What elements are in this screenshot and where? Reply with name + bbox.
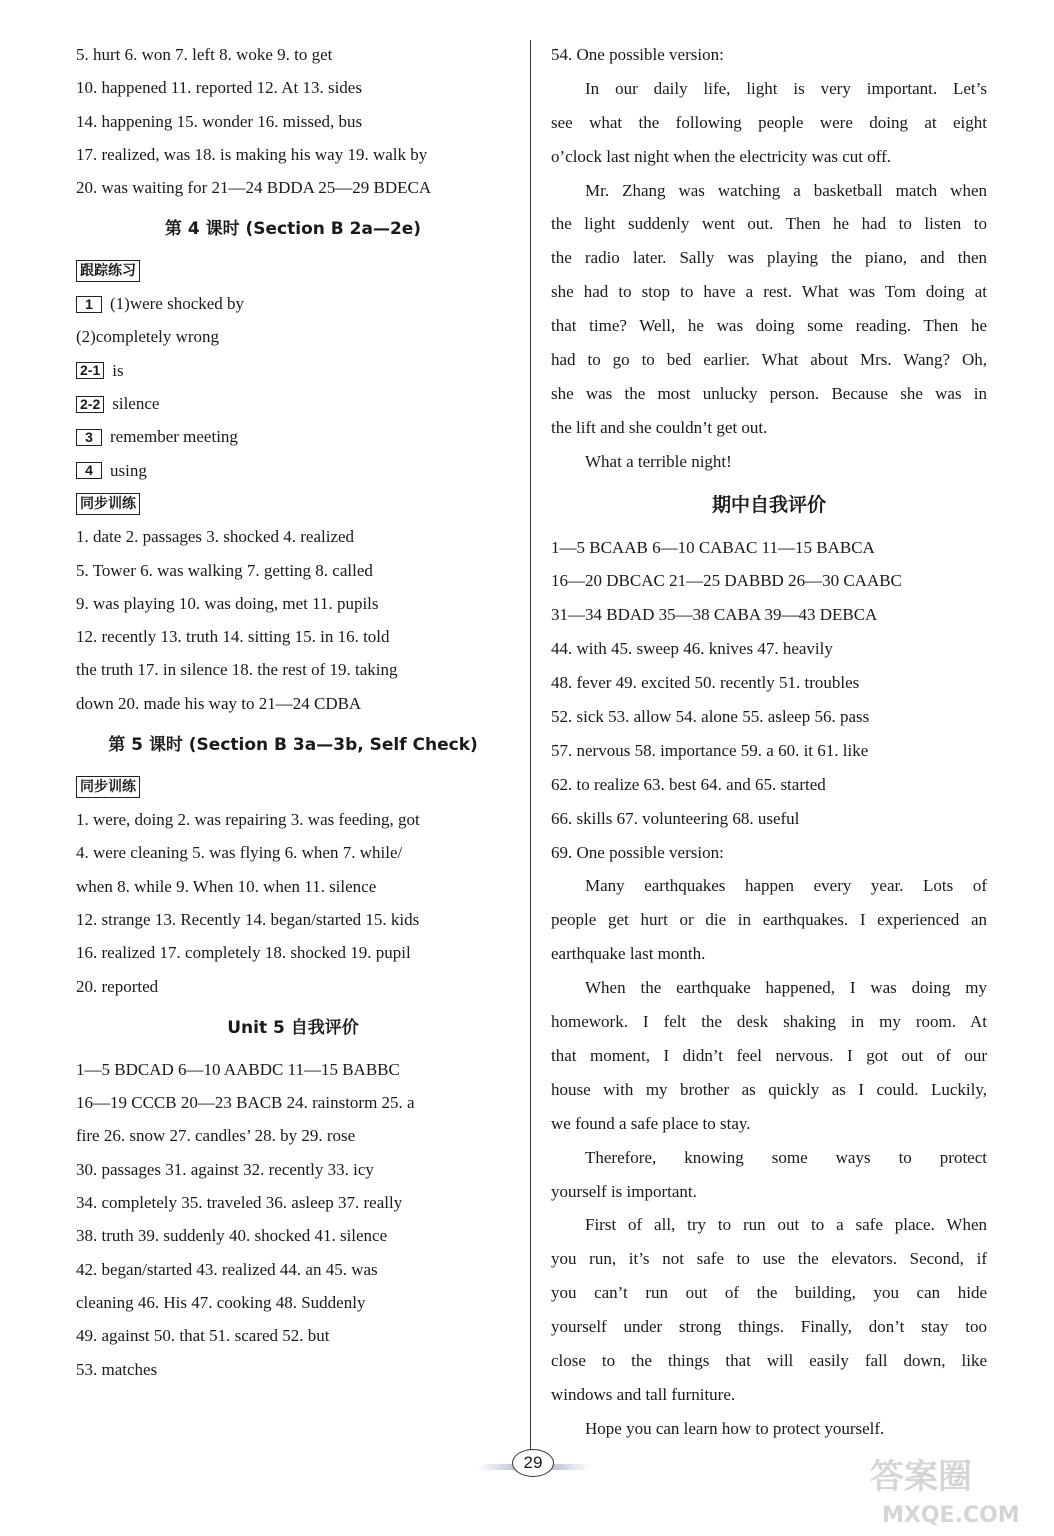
essay-line: had to go to bed earlier. What about Mrs. Wang? Oh, xyxy=(551,350,987,370)
tracking-item xyxy=(76,321,510,354)
tracking-item xyxy=(76,421,510,454)
answer-line: 62. to realize 63. best 64. and 65. started xyxy=(551,774,826,794)
watermark-logo xyxy=(860,1450,1040,1530)
section-heading-unit-5: Unit 5 自我评价 xyxy=(227,1017,359,1038)
answer-line: 52. sick 53. allow 54. alone 55. asleep 56. pass xyxy=(551,707,870,727)
watermark-icon xyxy=(860,1450,1040,1530)
item-number-box: 1 xyxy=(76,296,102,313)
answer-line: 48. fever 49. excited 50. recently 51. troubles xyxy=(551,673,860,693)
midterm-answers xyxy=(551,531,987,836)
answer-line: 1. were, doing 2. was repairing 3. was feeding, got xyxy=(76,810,420,830)
answer-line: 53. matches xyxy=(76,1359,158,1379)
essay-line: What a terrible night! xyxy=(585,451,732,471)
essay-line: that time? Well, he was doing some reading. Then he xyxy=(551,316,987,336)
answers-block-1 xyxy=(76,38,510,204)
essay-line: house with my brother as quickly as I could. Luckily, xyxy=(551,1079,987,1099)
answer-line: 42. began/started 43. realized 44. an 45. was xyxy=(76,1259,378,1279)
essay-line: you run, it’s not safe to use the elevators. Second, if xyxy=(551,1249,987,1269)
tracking-answer-text: is xyxy=(112,360,124,380)
tracking-practice-label: 跟踪练习 xyxy=(76,260,140,282)
answer-line: 14. happening 15. wonder 16. missed, bus xyxy=(76,111,363,131)
svg-text:MXQE.COM: MXQE.COM xyxy=(882,1503,1020,1528)
answer-line: 57. nervous 58. importance 59. a 60. it 61. like xyxy=(551,740,869,760)
essay-line: yourself is important. xyxy=(551,1181,697,1201)
essay-line: Mr. Zhang was watching a basketball match when xyxy=(585,180,987,200)
item-number-box: 4 xyxy=(76,462,102,479)
tracking-item xyxy=(76,454,510,487)
answer-line: when 8. while 9. When 10. when 11. silence xyxy=(76,876,377,896)
answer-line: fire 26. snow 27. candles’ 28. by 29. rose xyxy=(76,1126,356,1146)
essay-line: the lift and she couldn’t get out. xyxy=(551,417,768,437)
answer-line: 31—34 BDAD 35—38 CABA 39—43 DEBCA xyxy=(551,605,878,625)
question-54-heading: 54. One possible version: xyxy=(551,45,724,64)
tracking-answer-text: silence xyxy=(112,394,160,414)
essay-line: First of all, try to run out to a safe place. When xyxy=(585,1215,987,1235)
svg-text:答案圈: 答案圈 xyxy=(870,1457,972,1497)
tracking-answer-text: (1)were shocked by xyxy=(110,294,245,314)
item-number-box: 2-1 xyxy=(76,362,104,379)
question-69-essay xyxy=(551,869,987,1445)
essay-line: that moment, I didn’t feel nervous. I got out of our xyxy=(551,1045,987,1065)
answer-line: 4. were cleaning 5. was flying 6. when 7. while/ xyxy=(76,843,403,863)
answer-line: 12. strange 13. Recently 14. began/started 15. kids xyxy=(76,909,420,929)
page-number-badge xyxy=(478,1448,586,1480)
essay-line: When the earthquake happened, I was doing my xyxy=(585,978,987,998)
answer-line: the truth 17. in silence 18. the rest of 19. taking xyxy=(76,660,398,680)
essay-line: see what the following people were doing at eight xyxy=(551,112,987,132)
essay-line: the radio later. Sally was playing the piano, and then xyxy=(551,248,987,268)
answer-line: 16—20 DBCAC 21—25 DABBD 26—30 CAABC xyxy=(551,571,902,591)
answer-line: 1. date 2. passages 3. shocked 4. realized xyxy=(76,527,355,547)
essay-line: yourself under strong things. Finally, don’t stay too xyxy=(551,1317,987,1337)
answer-line: 16. realized 17. completely 18. shocked 19. pupil xyxy=(76,943,411,963)
section-heading-lesson-5: 第 5 课时 (Section B 3a—3b, Self Check) xyxy=(108,735,478,756)
question-54-essay xyxy=(551,72,987,479)
answer-line: 5. Tower 6. was walking 7. getting 8. called xyxy=(76,560,373,580)
tracking-item xyxy=(76,387,510,420)
tracking-answer-text: remember meeting xyxy=(110,427,238,447)
essay-line: homework. I felt the desk shaking in my room. At xyxy=(551,1012,987,1032)
answer-line: 34. completely 35. traveled 36. asleep 37. really xyxy=(76,1193,403,1213)
answer-line: 1—5 BDCAD 6—10 AABDC 11—15 BABBC xyxy=(76,1059,400,1079)
answer-line: cleaning 46. His 47. cooking 48. Suddenly xyxy=(76,1292,366,1312)
answer-line: 20. reported xyxy=(76,976,159,996)
sync-answers-lesson-5 xyxy=(76,803,510,1003)
left-column xyxy=(76,38,510,1386)
sync-answers-lesson-4 xyxy=(76,520,510,720)
essay-line: In our daily life, light is very important. Let’s xyxy=(585,78,987,98)
tracking-answer-text: (2)completely wrong xyxy=(76,327,220,347)
essay-line: the light suddenly went out. Then he had to listen to xyxy=(551,214,987,234)
tracking-answer-text: using xyxy=(110,460,147,480)
column-divider xyxy=(530,40,531,1455)
tracking-answers xyxy=(76,287,510,487)
essay-line: she was the most unlucky person. Because she was in xyxy=(551,383,987,403)
essay-line: close to the things that will easily fall down, like xyxy=(551,1350,987,1370)
answer-line: 17. realized, was 18. is making his way 19. walk by xyxy=(76,144,428,164)
essay-line: she had to stop to have a rest. What was Tom doing at xyxy=(551,282,987,302)
answer-line: down 20. made his way to 21—24 CDBA xyxy=(76,693,362,713)
essay-line: o’clock last night when the electricity was cut off. xyxy=(551,146,892,166)
item-number-box: 3 xyxy=(76,429,102,446)
answer-line: 20. was waiting for 21—24 BDDA 25—29 BDECA xyxy=(76,178,432,198)
answer-line: 30. passages 31. against 32. recently 33. icy xyxy=(76,1159,374,1179)
answer-line: 38. truth 39. suddenly 40. shocked 41. silence xyxy=(76,1226,388,1246)
answer-line: 44. with 45. sweep 46. knives 47. heavily xyxy=(551,639,833,659)
essay-line: people get hurt or die in earthquakes. I experienced an xyxy=(551,910,987,930)
answer-line: 10. happened 11. reported 12. At 13. sides xyxy=(76,78,362,98)
essay-line: you can’t run out of the building, you can hide xyxy=(551,1283,987,1303)
answer-line: 66. skills 67. volunteering 68. useful xyxy=(551,808,800,828)
essay-line: earthquake last month. xyxy=(551,944,706,964)
tracking-item xyxy=(76,354,510,387)
answer-line: 49. against 50. that 51. scared 52. but xyxy=(76,1326,330,1346)
essay-line: Therefore, knowing some ways to protect xyxy=(585,1147,987,1167)
answer-line: 5. hurt 6. won 7. left 8. woke 9. to get xyxy=(76,45,333,64)
section-heading-midterm: 期中自我评价 xyxy=(711,493,826,516)
page-number: 29 xyxy=(512,1449,554,1477)
answer-line: 9. was playing 10. was doing, met 11. pupils xyxy=(76,593,379,613)
tracking-item xyxy=(76,287,510,320)
answer-line: 16—19 CCCB 20—23 BACB 24. rainstorm 25. a xyxy=(76,1093,415,1113)
essay-line: Hope you can learn how to protect yourself. xyxy=(585,1418,885,1438)
item-number-box: 2-2 xyxy=(76,396,104,413)
sync-training-label: 同步训练 xyxy=(76,493,140,515)
section-heading-lesson-4: 第 4 课时 (Section B 2a—2e) xyxy=(164,219,422,240)
answer-line: 12. recently 13. truth 14. sitting 15. in 16. told xyxy=(76,627,390,647)
right-column xyxy=(551,38,987,1446)
essay-line: Many earthquakes happen every year. Lots of xyxy=(585,876,987,896)
answer-line: 1—5 BCAAB 6—10 CABAC 11—15 BABCA xyxy=(551,537,875,557)
unit-5-answers xyxy=(76,1053,510,1386)
question-69-heading: 69. One possible version: xyxy=(551,842,724,862)
essay-line: windows and tall furniture. xyxy=(551,1384,736,1404)
essay-line: we found a safe place to stay. xyxy=(551,1113,751,1133)
sync-training-label-2: 同步训练 xyxy=(76,776,140,798)
